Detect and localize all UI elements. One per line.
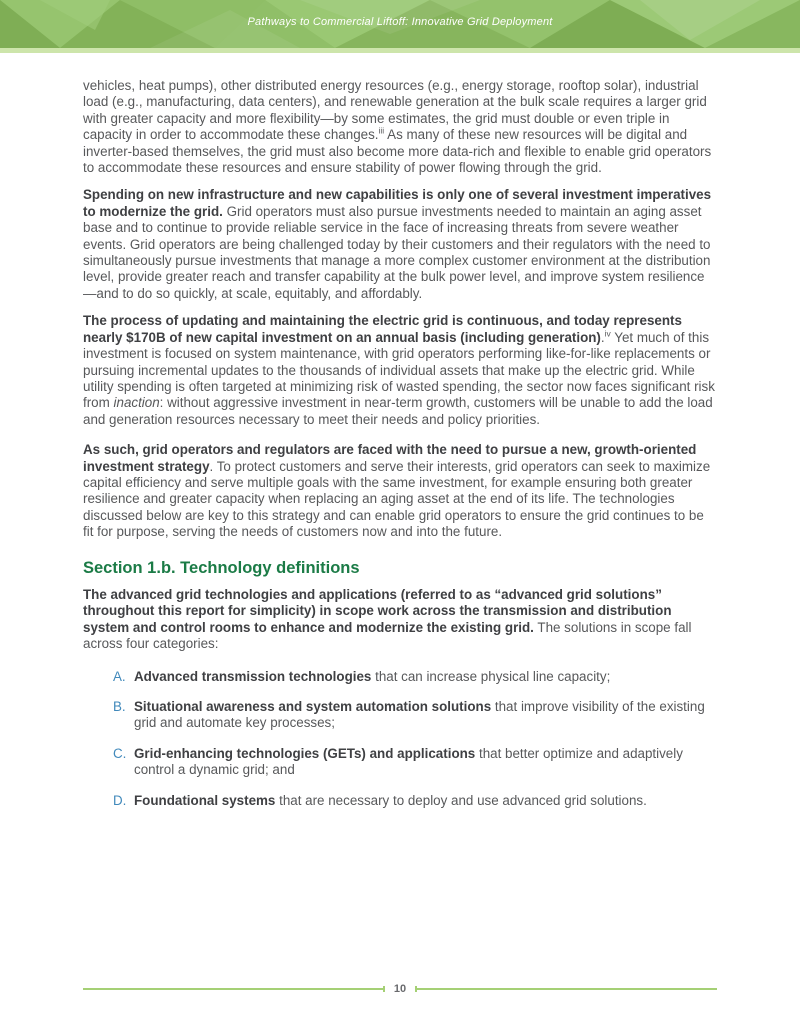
body-text: : without aggressive investment in near-term growth, customers will be unable to add the load and generation resources necessary to meet their needs and policy priorities.	[83, 395, 713, 427]
footnote-ref-iii: iii	[378, 125, 385, 136]
list-marker: B.	[113, 699, 126, 714]
list-item-text	[134, 746, 717, 779]
list-item-text	[134, 793, 717, 809]
body-text: vehicles, heat pumps), other distributed energy resources (e.g., energy storage, rooftop solar), industrial load (e.g., manufacturing, data centers), and renewable generation at the bulk scale requires a larger grid with greater capacity and more flexibility—by some estimates, the grid must double or even triple in capacity in order to accommodate these changes.	[83, 78, 707, 143]
body-text: that better optimize and adaptively control a dynamic grid; and	[134, 745, 683, 778]
bold-lead-text: Spending on new infrastructure and new capabilities is only one of several investment imperatives to modernize the grid.	[83, 187, 712, 219]
page-footer	[83, 982, 717, 996]
list-marker: A.	[113, 668, 126, 684]
paragraph-investment-imperatives	[83, 187, 717, 302]
section-heading: Section 1.b. Technology definitions	[83, 558, 360, 577]
paragraph-capital-investment	[83, 313, 717, 428]
list-item-a	[83, 669, 717, 685]
bold-lead-text: Situational awareness and system automation solutions	[134, 699, 492, 714]
bold-lead-text: Grid-enhancing technologies (GETs) and applications	[134, 745, 476, 761]
list-item-b	[83, 699, 717, 732]
body-text: The solutions in scope fall across four categories:	[83, 619, 692, 652]
page-number: 10	[393, 983, 407, 995]
bold-lead-text: As such, grid operators and regulators are faced with the need to pursue a new, growth-oriented investment strategy	[83, 442, 697, 474]
list-marker: D.	[113, 792, 127, 808]
bold-lead-text: The advanced grid technologies and applications (referred to as “advanced grid solutions” throughout this report for simplicity) in scope work across the transmission and distribution system and control rooms to enhance and modernize the existing grid.	[83, 586, 672, 635]
body-text: .	[600, 329, 605, 345]
body-text: As many of these new resources will be digital and inverter-based themselves, the grid must also become more data-rich and flexible to enable grid operators to accommodate these resources and ensure stability of power flowing through the grid.	[83, 127, 712, 176]
report-title: Pathways to Commercial Liftoff: Innovative Grid Deployment	[247, 16, 553, 28]
italic-text: inaction	[113, 395, 160, 411]
body-text: Grid operators must also pursue investments needed to maintain an aging asset base and to continue to provide reliable service in the face of increasing threats from severe weather events. Grid operators are being challenged today by their customers and their regulators with the need to simultaneously pursue investments that manage a more complex customer environment at the distribution level, provide greater reach and transfer capability at the bulk power level, and improve system resilience—and to do so quickly, at scale, equitably, and affordably.	[83, 203, 711, 301]
list-marker: C.	[113, 745, 127, 761]
body-text: Yet much of this investment is focused on system maintenance, with grid operators performing like-for-like replacements or pursuing incremental updates to the thousands of individual assets that make up the electric grid. While utility spending is often targeted at minimizing risk of wasted spending, the sector now faces significant risk from	[83, 329, 715, 411]
paragraph-growth-strategy	[83, 442, 717, 540]
body-text: that can increase physical line capacity;	[371, 668, 611, 684]
bold-lead-text: Advanced transmission technologies	[134, 668, 372, 684]
footer-rule-right	[415, 988, 717, 990]
list-item-c	[83, 746, 717, 779]
footer-rule-left	[83, 988, 385, 990]
body-text: that improve visibility of the existing grid and automate key processes;	[134, 699, 705, 731]
page-content	[0, 53, 800, 809]
list-item-text	[134, 669, 717, 685]
footnote-ref-iv: iv	[604, 328, 611, 339]
list-item-d	[83, 793, 717, 809]
paragraph-technology-definitions	[83, 587, 717, 653]
category-list	[83, 669, 717, 809]
bold-lead-text: The process of updating and maintaining the electric grid is continuous, and today represents nearly $170B of new capital investment on an annual basis (including generation)	[83, 313, 682, 345]
list-item-text	[134, 699, 717, 732]
paragraph-grid-capacity	[83, 78, 717, 176]
header-banner	[0, 0, 800, 48]
bold-lead-text: Foundational systems	[134, 792, 276, 808]
body-text: that are necessary to deploy and use advanced grid solutions.	[275, 792, 647, 808]
body-text: . To protect customers and serve their interests, grid operators can seek to maximize capital efficiency and serve multiple goals with the same investment, for example ensuring both greater resilience and greater capacity when replacing an aging asset at the end of its life. The technologies discussed below are key to this strategy and can enable grid operators to ensure the grid continues to be fit for purpose, serving the needs of customers now and into the future.	[83, 458, 711, 540]
